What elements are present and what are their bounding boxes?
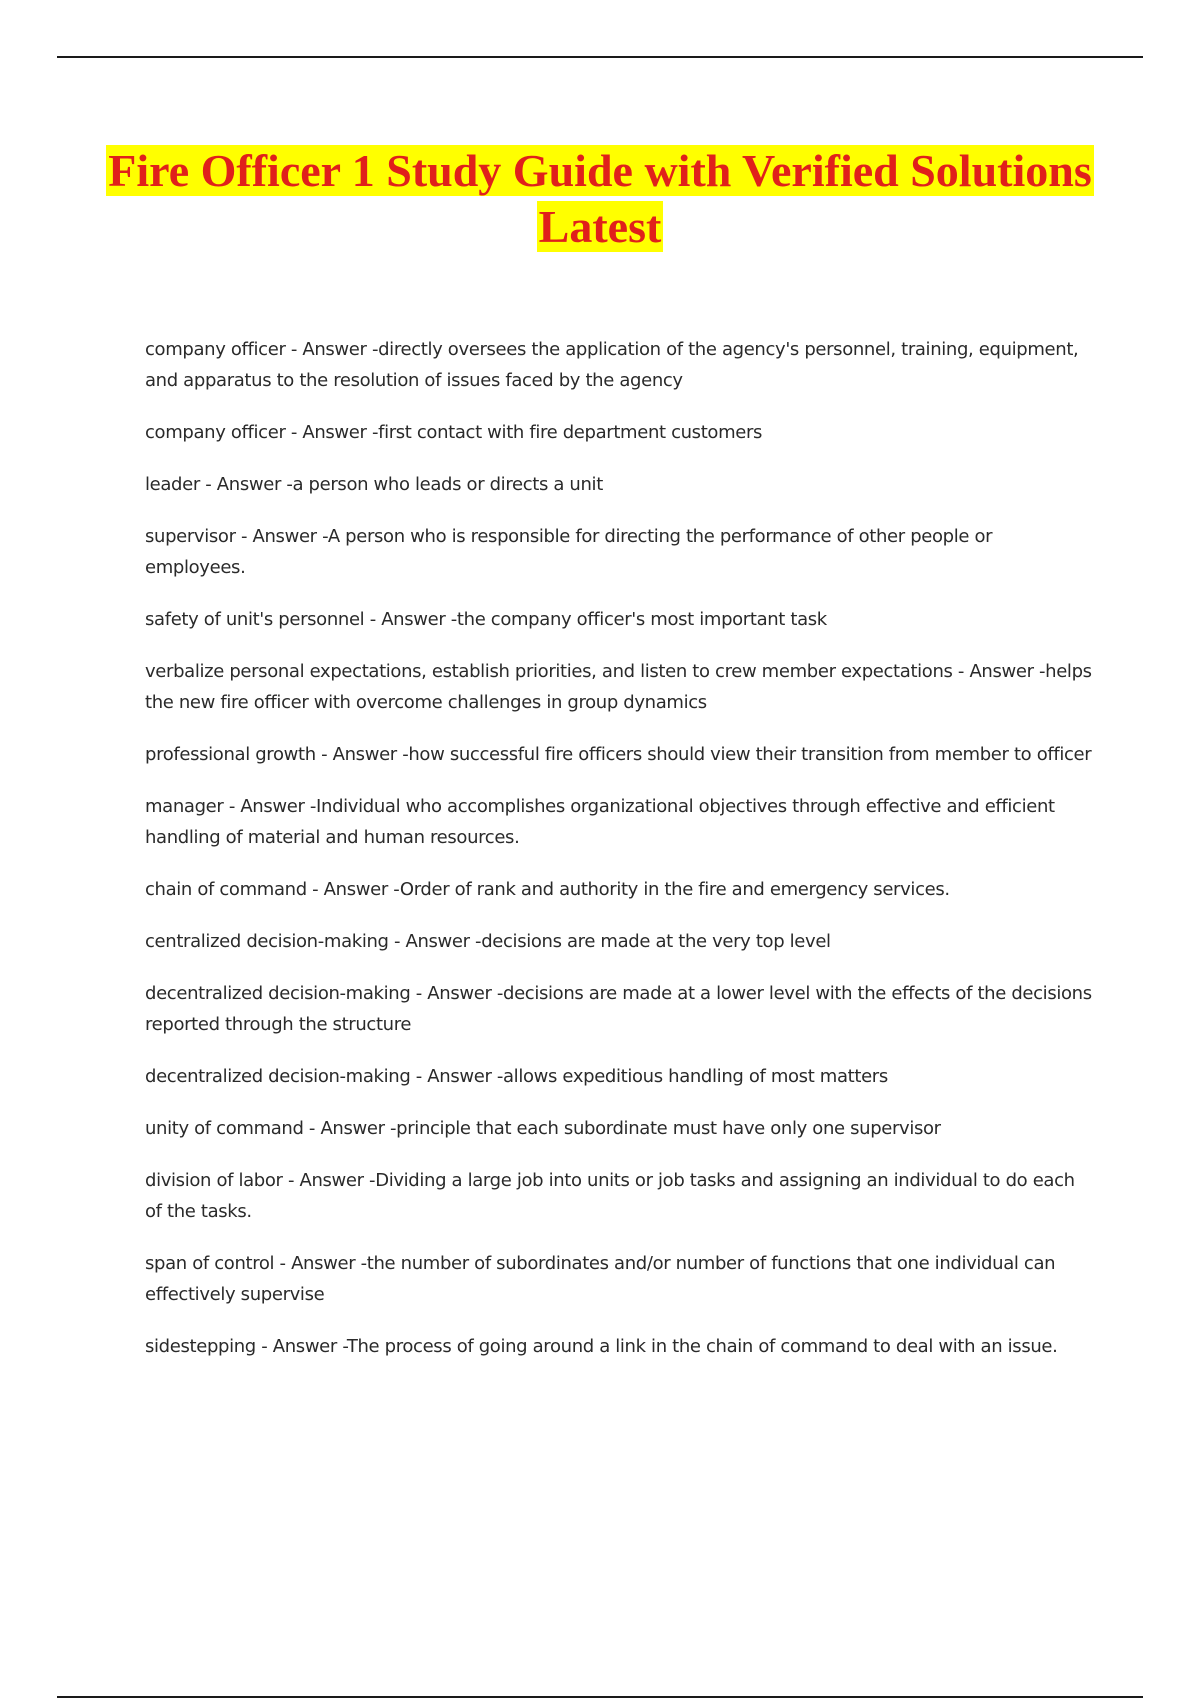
page-title-text: Fire Officer 1 Study Guide with Verified Solutions Latest [108,145,1092,252]
study-entry: leader - Answer -a person who leads or directs a unit [145,474,603,495]
study-entry: company officer - Answer -first contact with fire department customers [145,422,763,443]
study-entry: chain of command - Answer -Order of rank and authority in the fire and emergency services. [145,879,950,900]
study-entry: manager - Answer -Individual who accomplishes organizational objectives through effective and efficient handling of material and human resources. [145,796,1055,848]
page-title [80,143,1120,255]
study-entry: sidestepping - Answer -The process of going around a link in the chain of command to deal with an issue. [145,1336,1058,1357]
study-entry: safety of unit's personnel - Answer -the company officer's most important task [145,609,827,630]
study-entry: unity of command - Answer -principle that each subordinate must have only one supervisor [145,1118,941,1139]
study-entry: decentralized decision-making - Answer -decisions are made at a lower level with the effects of the decisions reported through the structure [145,983,1092,1035]
study-entries-list [145,334,1095,1383]
study-entry: decentralized decision-making - Answer -allows expeditious handling of most matters [145,1066,888,1087]
title-block [80,143,1120,255]
study-entry: company officer - Answer -directly oversees the application of the agency's personnel, training, equipment, and apparatus to the resolution of issues faced by the agency [145,339,1079,391]
study-entry: supervisor - Answer -A person who is responsible for directing the performance of other people or employees. [145,526,993,578]
study-entry: span of control - Answer -the number of subordinates and/or number of functions that one individual can effectively supervise [145,1253,1056,1305]
study-entry: centralized decision-making - Answer -decisions are made at the very top level [145,931,831,952]
footer-rule [57,1696,1143,1698]
study-entry: division of labor - Answer -Dividing a large job into units or job tasks and assigning an individual to do each of the tasks. [145,1170,1075,1222]
study-entry: verbalize personal expectations, establish priorities, and listen to crew member expectations - Answer -helps the new fire officer with overcome challenges in group dynamics [145,661,1092,713]
header-rule [57,56,1143,58]
study-entry: professional growth - Answer -how successful fire officers should view their transition from member to officer [145,744,1092,765]
